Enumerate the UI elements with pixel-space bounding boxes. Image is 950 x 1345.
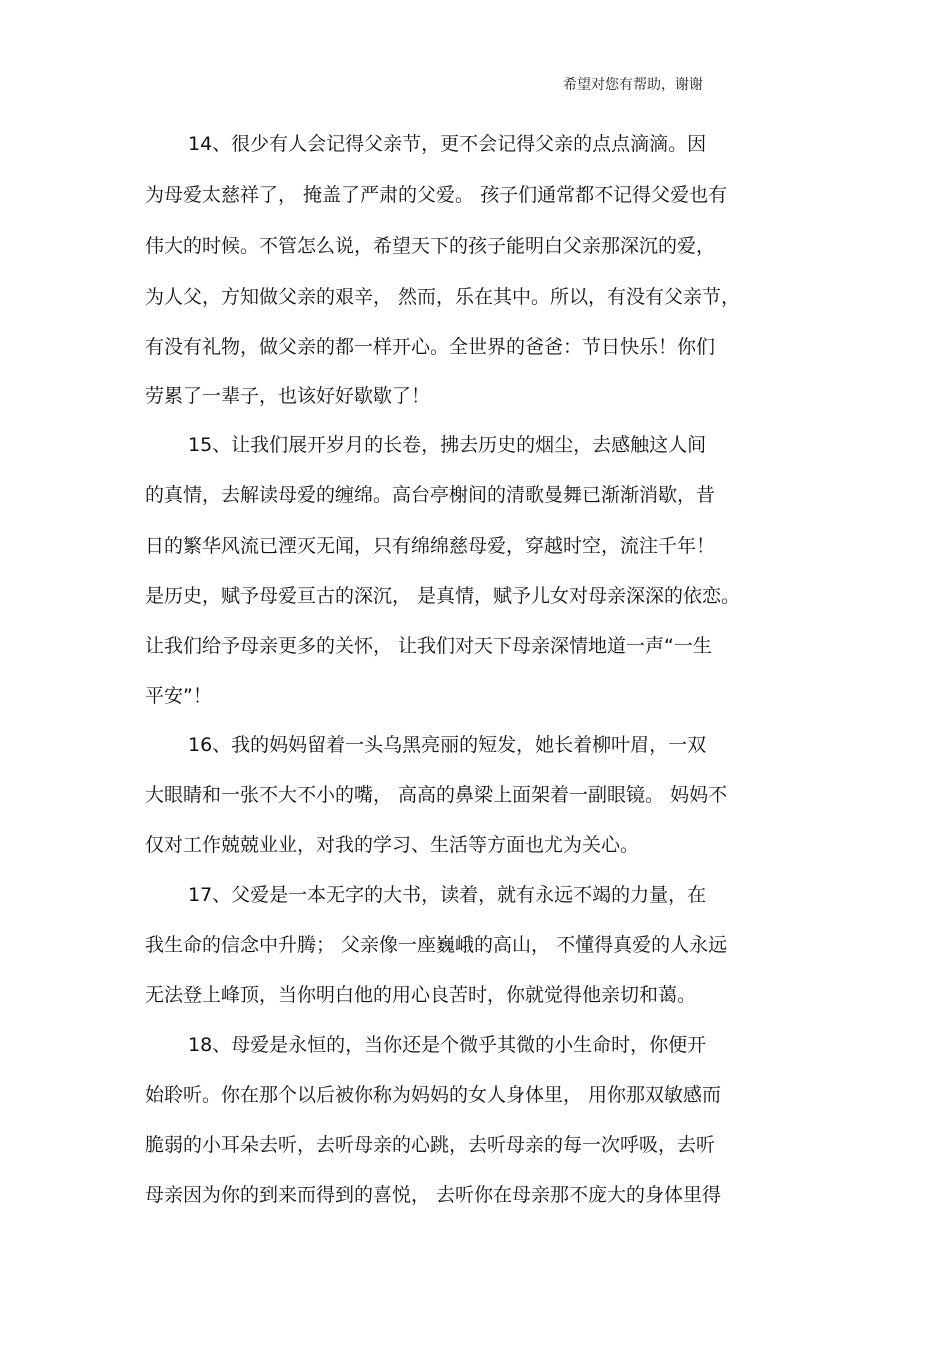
paragraph-15-line-3: 日的繁华风流已湮灭无闻，只有绵绵慈母爱，穿越时空，流注千年！: [145, 535, 716, 557]
header-note: 希望对您有帮助，谢谢: [563, 77, 703, 93]
paragraph-14-line-6: 劳累了一辈子，也该好好歇歇了！: [145, 385, 431, 407]
paragraph-17-line-1: 17、父爱是一本无字的大书，读着，就有永远不竭的力量，在: [188, 884, 707, 906]
paragraph-17-line-2: 我生命的信念中升腾； 父亲像一座巍峨的高山， 不懂得真爱的人永远: [145, 934, 728, 956]
paragraph-16-line-3: 仅对工作兢兢业业，对我的学习、生活等方面也尤为关心。: [145, 834, 640, 856]
paragraph-16-line-2: 大眼睛和一张不大不小的嘴， 高高的鼻梁上面架着一副眼镜。 妈妈不: [145, 784, 728, 806]
paragraph-14-line-1: 14、很少有人会记得父亲节，更不会记得父亲的点点滴滴。因: [188, 133, 707, 155]
paragraph-15-line-1: 15、让我们展开岁月的长卷，拂去历史的烟尘，去感触这人间: [188, 434, 707, 456]
paragraph-18-line-4: 母亲因为你的到来而得到的喜悦， 去听你在母亲那不庞大的身体里得: [145, 1184, 722, 1206]
paragraph-18-line-1: 18、母爱是永恒的，当你还是个微乎其微的小生命时，你便开: [188, 1034, 707, 1056]
paragraph-17-line-3: 无法登上峰顶，当你明白他的用心良苦时，你就觉得他亲切和蔼。: [145, 984, 697, 1006]
paragraph-15-line-2: 的真情，去解读母爱的缠绵。高台亭榭间的清歌曼舞已渐渐消歇，昔: [145, 484, 716, 506]
paragraph-15-line-5: 让我们给予母亲更多的关怀， 让我们对天下母亲深情地道一声“一生: [145, 635, 712, 657]
paragraph-14-line-2: 为母爱太慈祥了， 掩盖了严肃的父爱。 孩子们通常都不记得父爱也有: [145, 184, 728, 206]
paragraph-14-line-5: 有没有礼物，做父亲的都一样开心。全世界的爸爸：节日快乐！你们: [145, 336, 716, 358]
paragraph-18-line-3: 脆弱的小耳朵去听，去听母亲的心跳，去听母亲的每一次呼吸，去听: [145, 1134, 716, 1156]
paragraph-15-line-4: 是历史，赋予母爱亘古的深沉， 是真情，赋予儿女对母亲深深的依恋。: [145, 585, 741, 607]
paragraph-14-line-4: 为人父，方知做父亲的艰辛， 然而，乐在其中。所以，有没有父亲节，: [145, 286, 741, 308]
paragraph-16-line-1: 16、我的妈妈留着一头乌黑亮丽的短发，她长着柳叶眉，一双: [188, 734, 707, 756]
paragraph-15-line-6: 平安”！: [145, 685, 212, 707]
paragraph-18-line-2: 始聆听。你在那个以后被你称为妈妈的女人身体里， 用你那双敏感而: [145, 1084, 722, 1106]
paragraph-14-line-3: 伟大的时候。不管怎么说，希望天下的孩子能明白父亲那深沉的爱，: [145, 235, 716, 257]
